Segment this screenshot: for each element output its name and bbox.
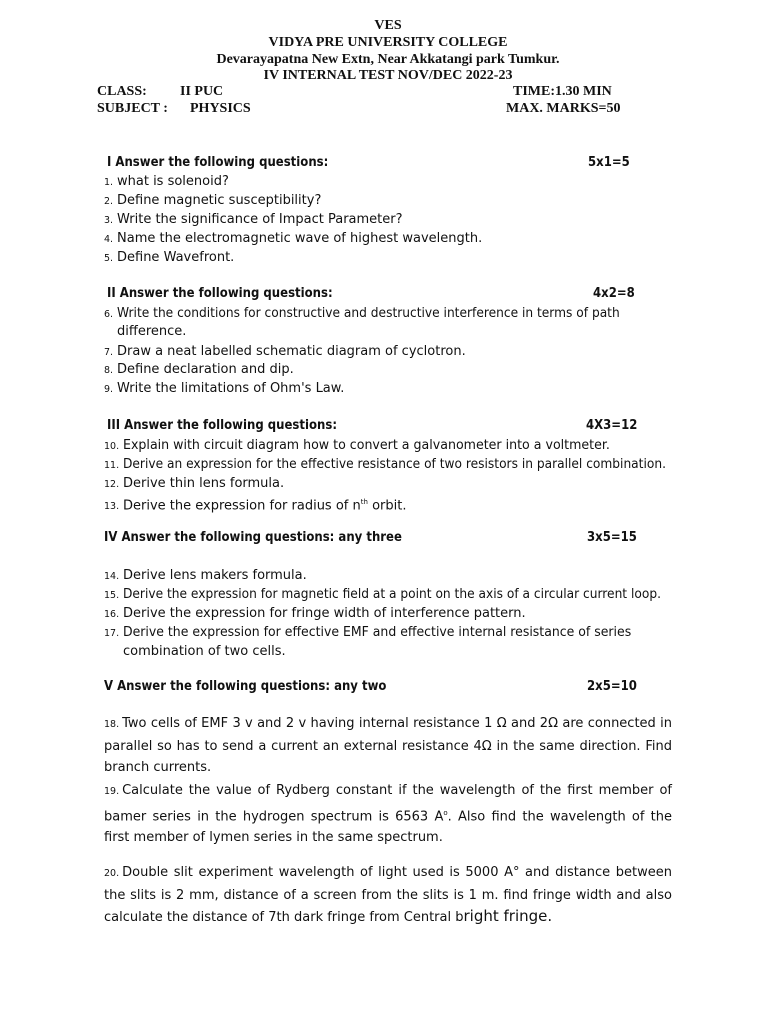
question-text: Derive an expression for the effective resistance of two resistors in parallel combination.	[123, 457, 666, 472]
question-number: 5.	[104, 253, 114, 264]
question-number: 14.	[104, 571, 120, 582]
question-text-continued: difference.	[117, 324, 187, 339]
question-number: 1.	[104, 177, 114, 188]
subject-value: PHYSICS	[190, 101, 251, 116]
question-text: Derive lens makers formula.	[123, 568, 307, 583]
question-number: 19.	[104, 786, 120, 797]
question-number: 8.	[104, 365, 114, 376]
class-label: CLASS:	[97, 84, 147, 99]
question-text: Derive the expression for fringe width of interference pattern.	[123, 606, 526, 621]
question-number: 12.	[104, 479, 120, 490]
section-title: IV Answer the following questions: any three	[104, 530, 402, 545]
question-number: 13.	[104, 501, 120, 513]
question-number: 3.	[104, 215, 114, 226]
question-text: Name the electromagnetic wave of highest wavelength.	[117, 231, 483, 246]
question-number: 6.	[104, 309, 114, 320]
org-name: VES	[374, 18, 402, 33]
question-text: Derive thin lens formula.	[123, 476, 285, 491]
question	[104, 229, 482, 249]
question-text: Derive the expression for magnetic field at a point on the axis of a circular current loop.	[123, 587, 661, 602]
question-text-tail: . Also find the wavelength of the first member of lymen series in the same spectrum.	[104, 808, 673, 846]
section-marks: 5x1=5	[588, 155, 630, 170]
class-value: II PUC	[180, 84, 224, 99]
question-number: 10.	[104, 441, 120, 452]
question-text: Calculate the value of Rydberg constant if the wavelength of the first member of bamer series in the hydrogen spectrum is 6563 A	[104, 783, 672, 824]
section-marks: 4x2=8	[593, 286, 635, 301]
section-title: II Answer the following questions:	[107, 286, 333, 301]
question-number: 9.	[104, 384, 114, 395]
superscript: th	[360, 498, 368, 506]
section-marks: 4X3=12	[586, 418, 638, 433]
question	[104, 493, 406, 516]
question-text: Double slit experiment wavelength of light used is 5000 A° and distance between the slits is 2 mm, distance of a screen from the slits is 1 m. find fringe width and also calculate the distance of 7th dark fringe from Central b	[104, 865, 672, 925]
question-text: Write the limitations of Ohm's Law.	[117, 381, 345, 396]
question-text: Define Wavefront.	[117, 250, 235, 265]
question-number: 16.	[104, 609, 120, 620]
college-address: Devarayapatna New Extn, Near Akkatangi park Tumkur.	[216, 52, 560, 67]
section-marks: 2x5=10	[587, 679, 637, 694]
question-text: Derive the expression for effective EMF and effective internal resistance of series	[123, 625, 632, 640]
question-paragraph	[104, 862, 672, 929]
question	[104, 623, 652, 643]
question-number: 7.	[104, 347, 114, 358]
question	[104, 436, 625, 456]
section-title: I Answer the following questions:	[107, 155, 329, 170]
question	[104, 191, 321, 211]
question-text: Define declaration and dip.	[117, 362, 294, 377]
question-paragraph	[104, 780, 672, 849]
question-text-tail: right fringe.	[463, 907, 553, 925]
section-title: III Answer the following questions:	[107, 418, 338, 433]
question-number: 4.	[104, 234, 114, 245]
superscript: o	[443, 808, 448, 817]
question-text-tail: orbit.	[367, 498, 407, 514]
question-text: what is solenoid?	[117, 174, 229, 189]
question	[104, 342, 466, 362]
college-name: VIDYA PRE UNIVERSITY COLLEGE	[268, 35, 508, 50]
time-allowed: TIME:1.30 MIN	[513, 84, 612, 99]
test-title: IV INTERNAL TEST NOV/DEC 2022-23	[263, 68, 513, 83]
question	[104, 210, 403, 230]
section-marks: 3x5=15	[587, 530, 637, 545]
question	[104, 360, 294, 380]
question-text: Write the significance of Impact Parameter?	[117, 212, 403, 227]
question-text: Two cells of EMF 3 v and 2 v having internal resistance 1 Ω and 2Ω are connected in parallel so has to send a current an external resistance 4Ω in the same direction. Find branch currents.	[104, 716, 672, 775]
question-number: 20.	[104, 868, 120, 879]
subject-label: SUBJECT :	[97, 101, 168, 116]
question	[104, 172, 229, 192]
question	[104, 379, 344, 399]
question	[104, 455, 701, 475]
question-number: 18.	[104, 719, 120, 730]
question-text: Write the conditions for constructive and destructive interference in terms of path	[117, 306, 620, 321]
question	[104, 604, 526, 624]
question	[104, 585, 695, 605]
question-text	[123, 493, 406, 515]
question	[104, 248, 234, 268]
question-text-continued: combination of two cells.	[123, 644, 286, 659]
question-text: Draw a neat labelled schematic diagram of cyclotron.	[117, 344, 466, 359]
section-title: V Answer the following questions: any two	[104, 679, 387, 694]
question-number: 11.	[104, 460, 120, 471]
question	[104, 566, 307, 586]
question	[104, 474, 284, 494]
question	[104, 304, 652, 324]
question-text-main: Derive the expression for radius of n	[123, 498, 361, 514]
question-number: 17.	[104, 628, 120, 639]
question-number: 2.	[104, 196, 114, 207]
max-marks: MAX. MARKS=50	[506, 101, 621, 116]
question-number: 15.	[104, 590, 120, 601]
question-text: Explain with circuit diagram how to convert a galvanometer into a voltmeter.	[123, 438, 610, 453]
question-text: Define magnetic susceptibility?	[117, 193, 322, 208]
question-paragraph	[104, 713, 672, 779]
